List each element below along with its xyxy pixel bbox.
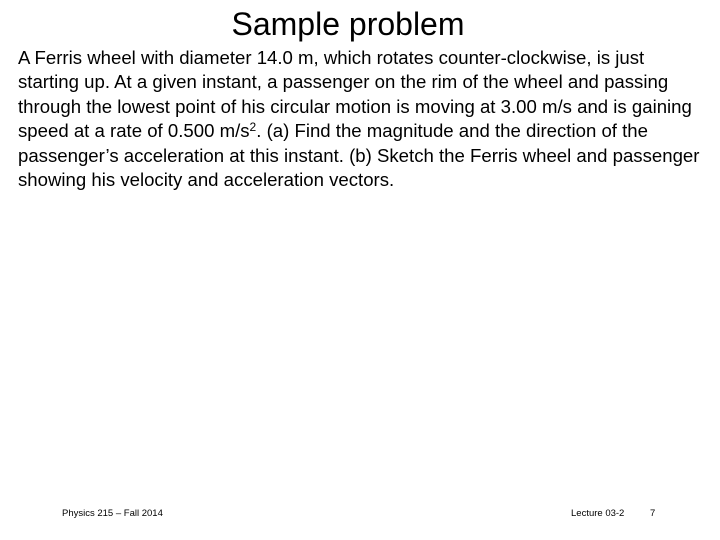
page-title: Sample problem xyxy=(231,6,465,42)
problem-statement xyxy=(18,46,708,192)
problem-text-part1: A Ferris wheel with diameter 14.0 m, which rotates counter-clockwise, is just starting up. At a given instant, a passenger on the rim of the wheel and passing through the lowest point of his circular motion is moving at 3.00 m/s and is gaining speed at a rate of 0.500 m/s xyxy=(18,47,692,142)
footer-course: Physics 215 – Fall 2014 xyxy=(62,508,163,519)
footer-lecture: Lecture 03-2 xyxy=(571,508,625,519)
footer-page-number: 7 xyxy=(650,508,656,519)
problem-text-part2: . (a) Find the magnitude and the direction of the passenger’s acceleration at this instant. (b) Sketch the Ferris wheel and passenger showing his velocity and acceleration vectors. xyxy=(18,120,700,191)
units-exponent: 2 xyxy=(249,120,257,135)
